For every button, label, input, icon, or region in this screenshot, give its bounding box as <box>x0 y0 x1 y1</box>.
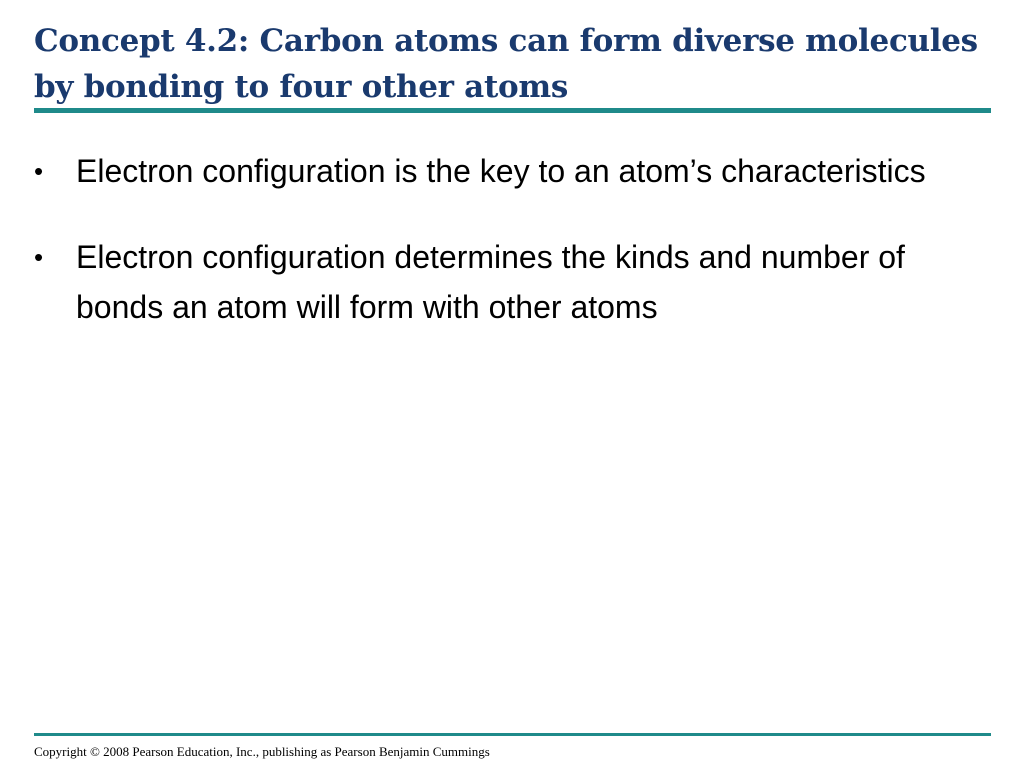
bullet-marker: • <box>34 242 44 272</box>
bullet-item <box>34 232 934 332</box>
bullet-item <box>34 146 934 196</box>
bullet-text: Electron configuration is the key to an atom’s characteristics <box>76 153 926 189</box>
title-divider <box>34 108 991 113</box>
bullet-list <box>34 146 934 368</box>
bullet-text: Electron configuration determines the kinds and number of bonds an atom will form with other atoms <box>76 239 905 325</box>
bullet-marker: • <box>34 156 44 186</box>
copyright-footer: Copyright © 2008 Pearson Education, Inc., publishing as Pearson Benjamin Cummings <box>34 744 490 759</box>
slide-title: Concept 4.2: Carbon atoms can form diverse molecules by bonding to four other atoms <box>34 23 978 105</box>
footer-divider <box>34 733 991 736</box>
